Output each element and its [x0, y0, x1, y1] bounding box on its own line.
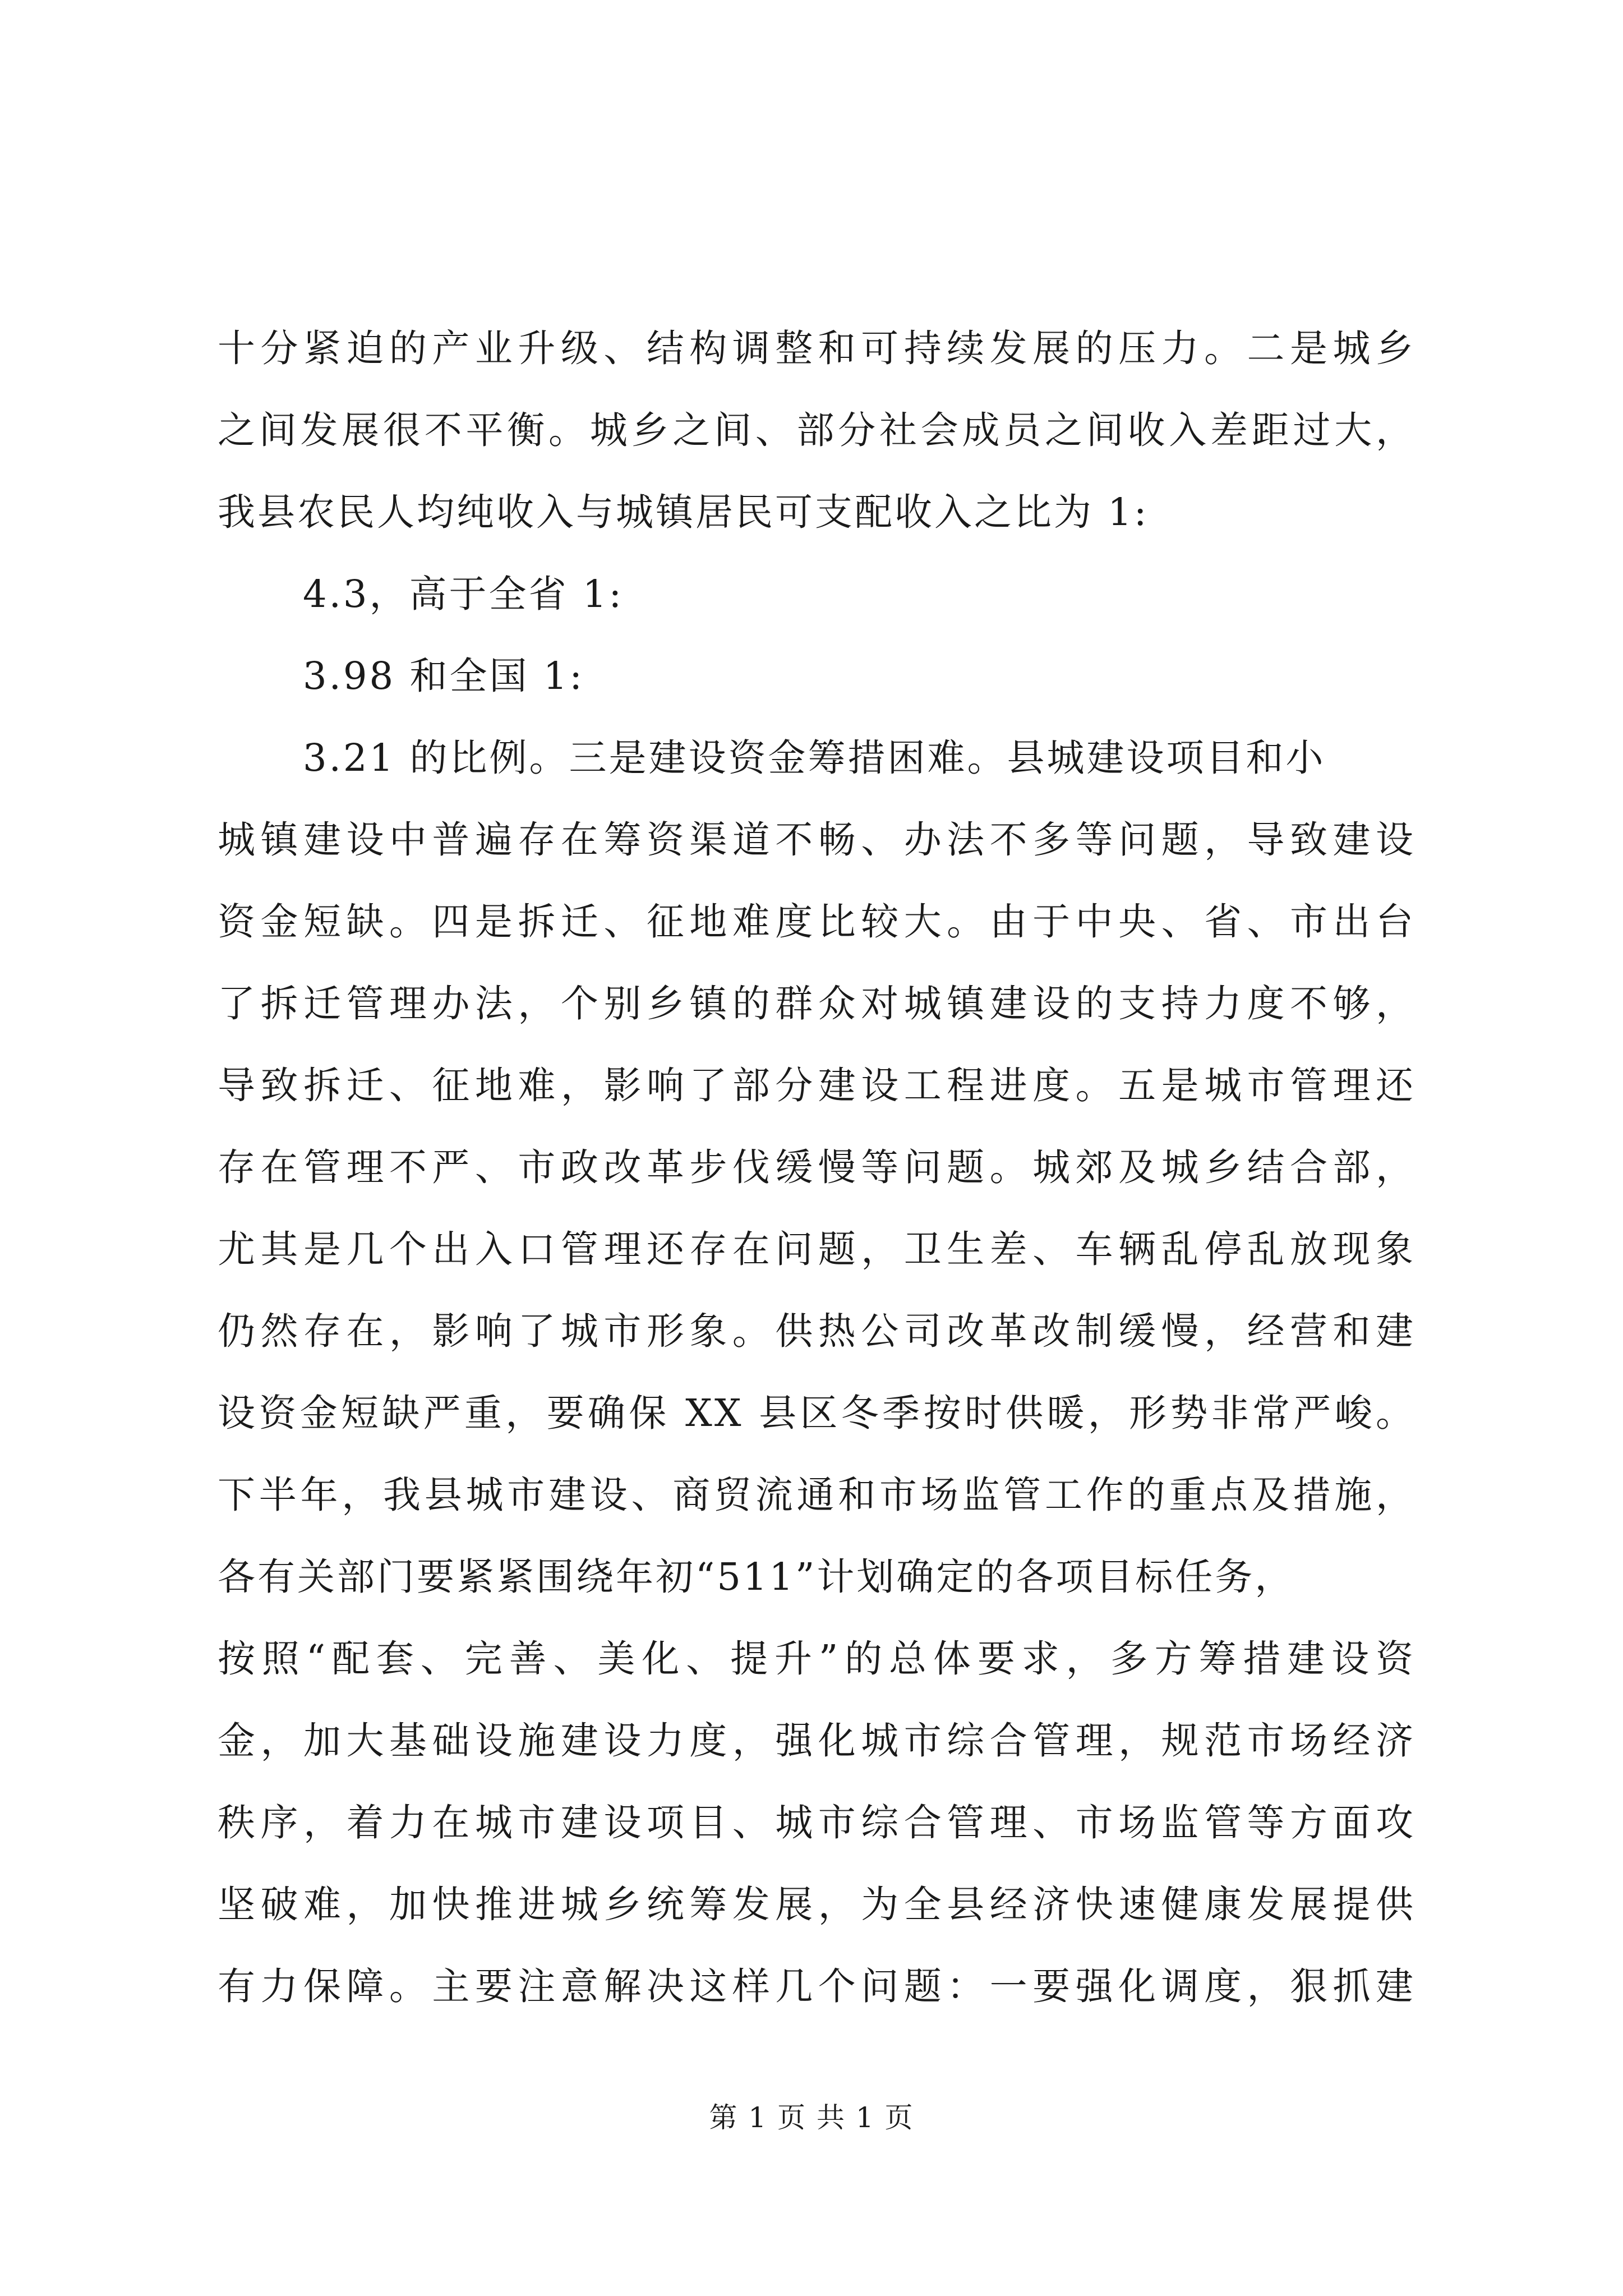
text-line: 下半年，我县城市建设、商贸流通和市场监管工作的重点及措施，	[218, 1473, 1415, 1517]
text-line: 城镇建设中普遍存在筹资渠道不畅、办法不多等问题，导致建设	[218, 818, 1415, 862]
text-line: 秩序，着力在城市建设项目、城市综合管理、市场监管等方面攻	[218, 1801, 1415, 1844]
text-line: 导致拆迁、征地难，影响了部分建设工程进度。五是城市管理还	[218, 1064, 1415, 1107]
text-line: 设资金短缺严重，要确保 XX 县区冬季按时供暖，形势非常严峻。	[218, 1391, 1415, 1435]
text-line: 资金短缺。四是拆迁、征地难度比较大。由于中央、省、市出台	[218, 900, 1415, 944]
text-line: 金，加大基础设施建设力度，强化城市综合管理，规范市场经济	[218, 1719, 1415, 1763]
document-body	[218, 307, 1415, 2027]
text-line: 十分紧迫的产业升级、结构调整和可持续发展的压力。二是城乡	[218, 326, 1415, 370]
text-line: 我县农民人均纯收入与城镇居民可支配收入之比为 1:	[218, 490, 1149, 534]
text-line: 坚破难，加快推进城乡统筹发展，为全县经济快速健康发展提供	[218, 1883, 1415, 1926]
text-line: 各有关部门要紧紧围绕年初“511”计划确定的各项目标任务，	[218, 1555, 1295, 1599]
page-number-footer: 第 1 页 共 1 页	[709, 2101, 914, 2134]
text-line: 存在管理不严、市政改革步伐缓慢等问题。城郊及城乡结合部，	[218, 1145, 1415, 1189]
text-line: 仍然存在，影响了城市形象。供热公司改革改制缓慢，经营和建	[218, 1309, 1415, 1353]
text-line: 3.21 的比例。三是建设资金筹措困难。县城建设项目和小	[303, 736, 1326, 780]
text-line: 尤其是几个出入口管理还存在问题，卫生差、车辆乱停乱放现象	[218, 1227, 1415, 1271]
text-line: 3.98 和全国 1:	[303, 654, 584, 698]
text-line: 了拆迁管理办法，个别乡镇的群众对城镇建设的支持力度不够，	[218, 982, 1415, 1025]
text-line: 之间发展很不平衡。城乡之间、部分社会成员之间收入差距过大，	[218, 408, 1415, 452]
text-line: 有力保障。主要注意解决这样几个问题：一要强化调度，狠抓建	[218, 1964, 1415, 2008]
text-line: 按照“配套、完善、美化、提升”的总体要求，多方筹措建设资	[218, 1637, 1415, 1681]
text-line: 4.3，高于全省 1:	[303, 572, 624, 616]
